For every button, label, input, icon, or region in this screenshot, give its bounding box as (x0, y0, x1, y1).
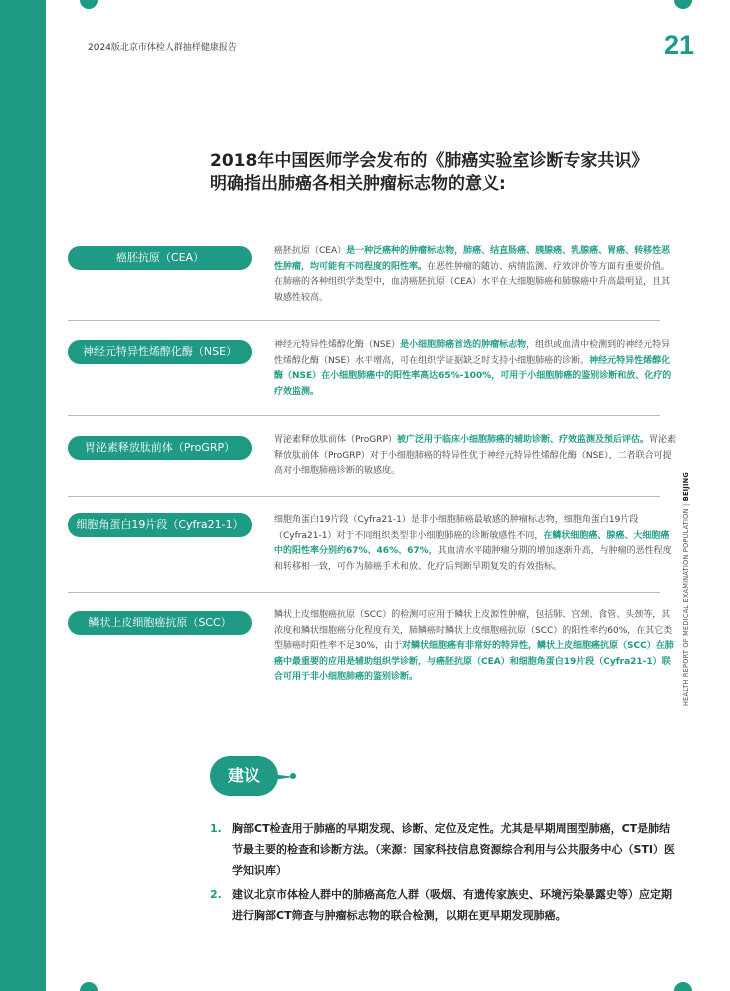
advice-item-text: 建议北京市体检人群中的肺癌高危人群（吸烟、有遗传家族史、环境污染暴露史等）应定期进行胸部CT筛查与肿瘤标志物的联合检测，以期在更早期发现肺癌。 (232, 888, 672, 922)
marker-label: 细胞角蛋白19片段（Cyfra21-1） (68, 513, 252, 537)
desc-highlight: 对鳞状细胞癌有非常好的特异性，鳞状上皮细胞癌抗原（SCC）在肺癌中最重要的应用是辅助组织学诊断，与癌胚抗原（CEA）和细胞角蛋白19片段（Cyfra21-1）联合可用于非小细胞肺癌的鉴别诊断。 (274, 641, 674, 682)
desc-segment: ，组织或血清中检测到的神经元特异性烯醇化酶（NSE）水平增高，可在组织学证据缺乏时支持小细胞肺癌的诊断。 (274, 340, 671, 366)
desc-segment: 神经元特异性烯醇化酶（NSE） (274, 340, 401, 350)
advice-item-text: 胸部CT检查用于肺癌的早期发现、诊断、定位及定性。尤其是早期周围型肺癌，CT是肺结节最主要的检查和诊断方法。（来源：国家科技信息资源综合利用与公共服务中心（STI）医学知识库） (232, 822, 676, 877)
desc-segment: 癌胚抗原（CEA） (274, 246, 347, 256)
desc-highlight: 是一种泛癌种的肿瘤标志物，肺癌、结直肠癌、胰腺癌、乳腺癌、胃癌、转移性恶性肿瘤，均可能有不同程度的阳性率。 (274, 246, 671, 272)
bottom-right-dot (674, 982, 692, 991)
desc-highlight: 神经元特异性烯醇化酶（NSE）在小细胞肺癌中的阳性率高达65%-100%，可用于小细胞肺癌的鉴别诊断和放、化疗的疗效监测。 (274, 355, 672, 397)
side-text-main: HEALTH REPORT OF MEDICAL EXAMINATION POPULATION (682, 508, 690, 706)
divider (68, 415, 660, 416)
marker-label: 癌胚抗原（CEA） (68, 246, 252, 270)
advice-badge: 建议 (210, 756, 278, 796)
page-number: 21 (664, 30, 695, 60)
report-title: 2024版北京市体检人群抽样健康报告 (88, 43, 237, 53)
desc-segment: 在恶性肿瘤的随访、病情监测、疗效评价等方面有重要价值。在肺癌的各种组织学类型中，血清癌胚抗原（CEA）水平在大细胞肺癌和肺腺癌中升高最明显，且其敏感性较高。 (274, 261, 671, 303)
left-accent-bar (0, 0, 46, 991)
side-text-city: BEIJING (682, 472, 690, 502)
advice-item (210, 818, 676, 881)
desc-segment: 鳞状上皮细胞癌抗原（SCC）的检测可应用于鳞状上皮源性肿瘤，包括肺、宫颈、食管、头颈等，其浓度和鳞状细胞癌分化程度有关，肺鳞癌时鳞状上皮细胞癌抗原（SCC）的阳性率约60%，在其它类型肺癌时阳性率不足30%，由于 (274, 610, 673, 651)
divider (68, 592, 660, 593)
page-heading (210, 150, 670, 196)
desc-segment: 细胞角蛋白19片段（Cyfra21-1）是非小细胞肺癌最敏感的肿瘤标志物，细胞角蛋白19片段（Cyfra21-1）对于不同组织类型非小细胞肺癌的诊断敏感性不同， (274, 515, 639, 541)
advice-badge-tail-dot (290, 773, 296, 779)
top-left-dot (80, 0, 98, 9)
desc-segment: 其血清水平随肿瘤分期的增加逐渐升高，与肿瘤的恶性程度和转移相一致，可作为肺癌手术和放、化疗后判断早期复发的有效指标。 (274, 546, 672, 572)
divider (68, 320, 660, 321)
advice-item-number: 1. (210, 822, 222, 835)
marker-description (274, 244, 676, 306)
heading-line-2: 明确指出肺癌各相关肿瘤标志物的意义: (210, 174, 506, 194)
top-right-dot (674, 0, 692, 9)
desc-highlight: 被广泛用于临床小细胞肺癌的辅助诊断、疗效监测及预后评估。 (396, 435, 649, 445)
marker-label: 神经元特异性烯醇化酶（NSE） (68, 340, 252, 364)
advice-item (210, 884, 676, 926)
marker-description (274, 513, 676, 575)
desc-highlight: 是小细胞肺癌首选的肿瘤标志物 (400, 340, 527, 350)
side-text-separator: | (682, 503, 690, 506)
divider (68, 496, 660, 497)
desc-highlight: 在鳞状细胞癌、腺癌、大细胞癌中的阳性率分别约67%、46%、67%， (274, 530, 670, 556)
desc-segment: 胃泌素释放肽前体（ProGRP） (274, 435, 397, 445)
marker-description (274, 338, 676, 400)
bottom-left-dot (80, 982, 98, 991)
marker-label: 鳞状上皮细胞癌抗原（SCC） (68, 611, 252, 635)
marker-description (274, 608, 676, 686)
advice-item-number: 2. (210, 888, 222, 901)
marker-description (274, 433, 676, 480)
marker-label: 胃泌素释放肽前体（ProGRP） (68, 436, 252, 460)
desc-segment: 胃泌素释放肽前体（ProGRP）对于小细胞肺癌的特异性优于神经元特异性烯醇化酶（NSE），二者联合可提高对小细胞肺癌诊断的敏感度。 (274, 435, 676, 476)
side-vertical-text (682, 472, 696, 706)
heading-line-1: 2018年中国医师学会发布的《肺癌实验室诊断专家共识》 (210, 151, 649, 171)
